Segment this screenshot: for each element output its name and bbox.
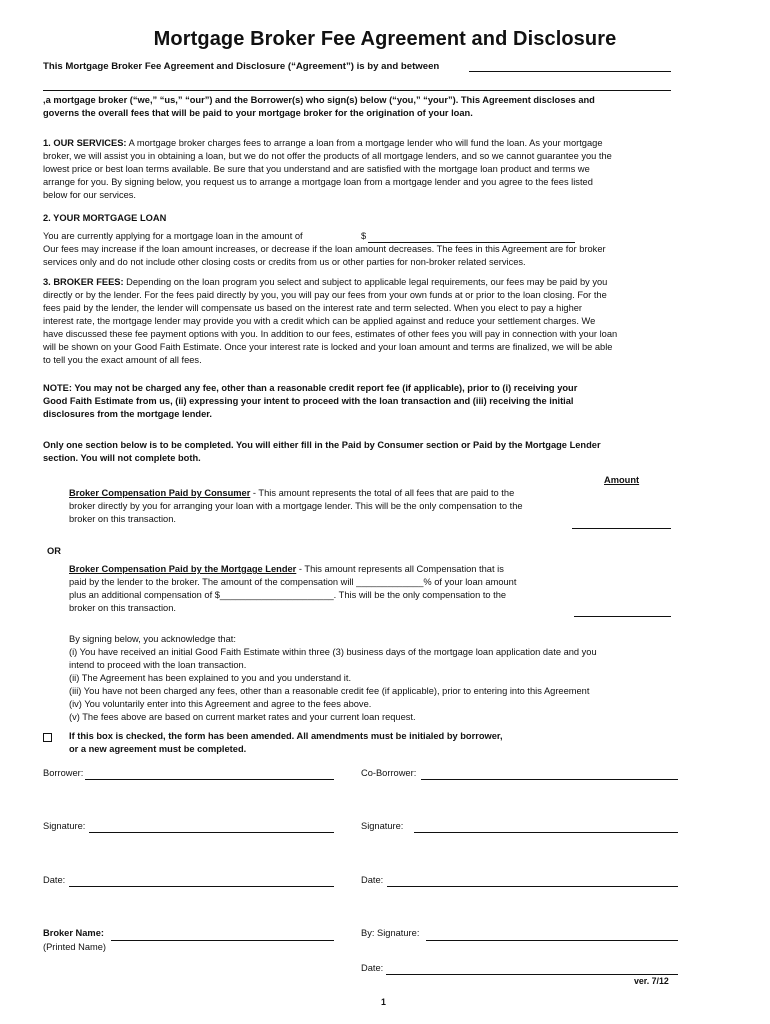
coborrower-date-field[interactable]: [387, 886, 678, 887]
section3-line1: [43, 276, 607, 289]
coborrower-date-label: Date:: [361, 875, 384, 885]
section1-line5: below for our services.: [43, 190, 137, 200]
borrower-field[interactable]: [85, 779, 334, 780]
broker-printed-name-field[interactable]: [111, 940, 334, 941]
ack-item-5: (v) The fees above are based on current market rates and your current loan request.: [69, 712, 416, 722]
lender-line4: broker on this transaction.: [69, 603, 176, 613]
lender-line1: [69, 563, 504, 576]
section3-heading: 3. BROKER FEES:: [43, 277, 124, 287]
note-line3: disclosures from the mortgage lender.: [43, 409, 212, 419]
ack-item-1: (i) You have received an initial Good Faith Estimate within three (3) business days of the mortgage loan application date and you: [69, 647, 597, 657]
version-label: ver. 7/12: [634, 976, 669, 986]
broker-name-field[interactable]: [43, 90, 671, 91]
ack-item-3: (iii) You have not been charged any fees, other than a reasonable credit fee (if applicable), prior to entering into this Agreement: [69, 686, 590, 696]
broker-date-label: Date:: [361, 963, 384, 973]
document-title: Mortgage Broker Fee Agreement and Disclosure: [153, 28, 617, 50]
section2-line2: Our fees may increase if the loan amount increases, or decrease if the loan amount decreases. The fees in this Agreement are for broker: [43, 244, 606, 254]
or-label: OR: [47, 546, 61, 556]
borrower-date-field[interactable]: [69, 886, 334, 887]
coborrower-label: Co-Borrower:: [361, 768, 417, 778]
broker-definition-line2: governs the overall fees that will be paid to your mortgage broker for the origination of your loan.: [43, 108, 473, 118]
coborrower-signature-field[interactable]: [414, 832, 678, 833]
section2-line1: You are currently applying for a mortgage loan in the amount of: [43, 231, 303, 241]
amount-column-label: Amount: [604, 475, 640, 485]
section1-line1: [43, 137, 603, 150]
section3-line6: will be shown on your Good Faith Estimate. Once your interest rate is locked and your loan amount and terms are finalized, we will be able: [43, 342, 613, 352]
ack-intro: By signing below, you acknowledge that:: [69, 634, 236, 644]
consumer-line1: [69, 487, 514, 500]
section3-line2: directly or by the lender. For the fees paid directly by you, you will pay our fees from your own funds at or prior to the loan closing. For the: [43, 290, 607, 300]
broker-date-field[interactable]: [386, 974, 678, 975]
consumer-line3: broker on this transaction.: [69, 514, 176, 524]
amended-checkbox[interactable]: [43, 733, 52, 742]
lender-text: - This amount represents all Compensation that is: [296, 564, 504, 574]
party-name-field[interactable]: [469, 71, 671, 72]
ack-item-2: (ii) The Agreement has been explained to you and you understand it.: [69, 673, 352, 683]
consumer-line2: broker directly by you for arranging your loan with a mortgage lender. This will be the only compensation to the: [69, 501, 523, 511]
loan-amount-dollar: $: [361, 231, 367, 241]
section2-line3: services only and do not include other closing costs or credits from us or other parties for non-broker related services.: [43, 257, 526, 267]
broker-definition-line1: ,a mortgage broker (“we,” “us,” “our”) and the Borrower(s) who sign(s) below (“you,” “your”). This Agreement discloses and: [43, 95, 595, 105]
ack-item-4: (iv) You voluntarily enter into this Agreement and agree to the fees above.: [69, 699, 372, 709]
borrower-signature-label: Signature:: [43, 821, 86, 831]
section1-line2: broker, we will assist you in obtaining a loan, but we do not offer the products of all mortgage lenders, and so we cannot guarantee you the: [43, 151, 612, 161]
borrower-date-label: Date:: [43, 875, 66, 885]
section1-text: A mortgage broker charges fees to arrange a loan from a mortgage lender who will fund the loan. As your mortgage: [126, 138, 603, 148]
section3-line7: to tell you the exact amount of all fees.: [43, 355, 202, 365]
section1-line4: arrange for you. By signing below, you request us to arrange a mortgage loan from a mortgage lender and you agree to the fees listed: [43, 177, 593, 187]
lender-line2: paid by the lender to the broker. The amount of the compensation will _____________% of your loan amount: [69, 577, 517, 587]
note-line2: Good Faith Estimate from us, (ii) expressing your intent to proceed with the loan transaction and (iii) receiving the initial: [43, 396, 574, 406]
lender-line3: plus an additional compensation of $______________________. This will be the only compensation to the: [69, 590, 507, 600]
lender-amount-field[interactable]: [574, 616, 671, 617]
borrower-signature-field[interactable]: [89, 832, 334, 833]
section3-line5: have discussed these fee payment options with you. In addition to our fees, estimates of other fees you will pay in connection with your loan: [43, 329, 618, 339]
consumer-heading: Broker Compensation Paid by Consumer: [69, 488, 251, 498]
consumer-text: - This amount represents the total of all fees that are paid to the: [250, 488, 515, 498]
lender-heading: Broker Compensation Paid by the Mortgage Lender: [69, 564, 297, 574]
intro-text: This Mortgage Broker Fee Agreement and Disclosure (“Agreement”) is by and between: [43, 61, 440, 72]
section1-line3: lowest price or best loan terms available. Be sure that you understand and are satisfied with the mortgage loan product and terms we: [43, 164, 590, 174]
by-signature-label: By: Signature:: [361, 928, 420, 938]
section3-text: Depending on the loan program you select and subject to applicable legal requirements, our fees may be paid by you: [123, 277, 608, 287]
borrower-label: Borrower:: [43, 768, 84, 778]
amended-line1: If this box is checked, the form has been amended. All amendments must be initialed by borrower,: [69, 731, 503, 741]
broker-signature-field[interactable]: [426, 940, 678, 941]
broker-name-label: Broker Name:: [43, 928, 104, 938]
section2-heading: 2. YOUR MORTGAGE LOAN: [43, 213, 167, 223]
coborrower-signature-label: Signature:: [361, 821, 404, 831]
section3-line3: fees paid by the lender, the lender will compensate us based on the interest rate and term selected. When you elect to pay a higher: [43, 303, 583, 313]
printed-name-label: (Printed Name): [43, 942, 107, 952]
ack-item-1-cont: intend to proceed with the loan transaction.: [69, 660, 247, 670]
amended-line2: or a new agreement must be completed.: [69, 744, 247, 754]
section1-heading: 1. OUR SERVICES:: [43, 138, 127, 148]
coborrower-field[interactable]: [421, 779, 678, 780]
only-one-line1: Only one section below is to be completed. You will either fill in the Paid by Consumer section or Paid by the Mortgage Lender: [43, 440, 601, 450]
note-line1: NOTE: You may not be charged any fee, other than a reasonable credit report fee (if applicable), prior to (i) receiving your: [43, 383, 578, 393]
only-one-line2: section. You will not complete both.: [43, 453, 201, 463]
section3-line4: interest rate, the mortgage lender may provide you with a credit which can be applied against and reduce your settlement charges. We: [43, 316, 596, 326]
page-number: 1: [381, 997, 386, 1007]
consumer-amount-field[interactable]: [572, 528, 671, 529]
